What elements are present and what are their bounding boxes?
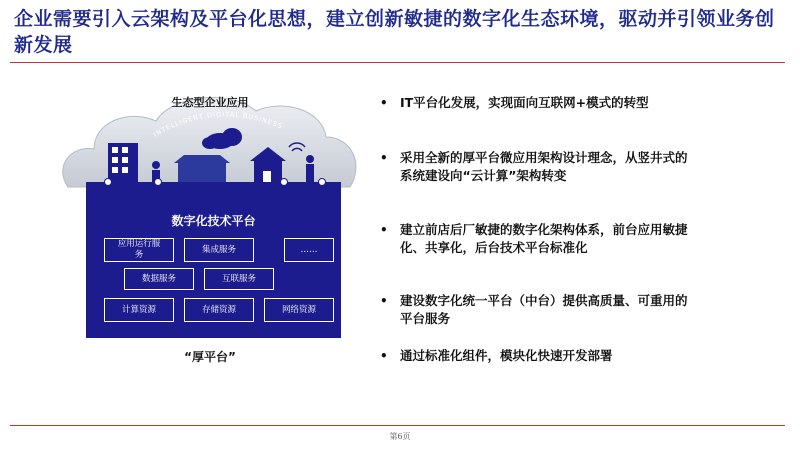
bullet-item xyxy=(378,221,688,257)
bullet-dot-icon: • xyxy=(380,96,388,110)
platform-title: 数字化技术平台 xyxy=(171,214,256,228)
slide-title: 企业需要引入云架构及平台化思想，建立创新敏捷的数字化生态环境，驱动并引领业务创新发展 xyxy=(14,8,775,56)
service-box-integration: 集成服务 xyxy=(184,238,254,262)
service-box-more: …… xyxy=(284,238,334,262)
bullet-text: 采用全新的厚平台微应用架构设计理念，从竖井式的系统建设向“云计算”架构转变 xyxy=(400,150,688,183)
page-number: 第6页 xyxy=(389,432,411,441)
bullet-dot-icon: • xyxy=(380,349,388,363)
resource-box-network: 网络资源 xyxy=(264,298,334,322)
service-box-interconnect: 互联服务 xyxy=(204,268,274,290)
bullet-dot-icon: • xyxy=(380,223,388,237)
bullet-item xyxy=(378,347,688,365)
service-box-app-runtime: 应用运行服务 xyxy=(104,238,174,262)
digital-tech-platform xyxy=(86,190,341,338)
bullet-item xyxy=(378,94,688,112)
bullet-dot-icon: • xyxy=(380,151,388,165)
bullet-text: 建立前店后厂敏捷的数字化架构体系，前台应用敏捷化、共享化，后台技术平台标准化 xyxy=(400,222,688,255)
bullet-item xyxy=(378,292,688,328)
ecosystem-app-label: 生态型企业应用 xyxy=(171,96,249,109)
title-divider xyxy=(10,62,785,63)
bullet-dot-icon: • xyxy=(380,294,388,308)
thick-platform-caption: “厚平台” xyxy=(184,350,236,364)
bullet-text: 建设数字化统一平台（中台）提供高质量、可重用的平台服务 xyxy=(400,293,688,326)
footer-divider xyxy=(10,425,785,426)
resource-box-storage: 存储资源 xyxy=(184,298,254,322)
bullet-item xyxy=(378,149,688,185)
service-box-data: 数据服务 xyxy=(124,268,194,290)
bullet-text: 通过标准化组件，模块化快速开发部署 xyxy=(400,348,613,363)
resource-box-compute: 计算资源 xyxy=(104,298,174,322)
arc-text: INTELLIGENT DIGITAL BUSINESS xyxy=(151,110,284,139)
bullet-text: IT平台化发展，实现面向互联网+模式的转型 xyxy=(400,95,649,110)
